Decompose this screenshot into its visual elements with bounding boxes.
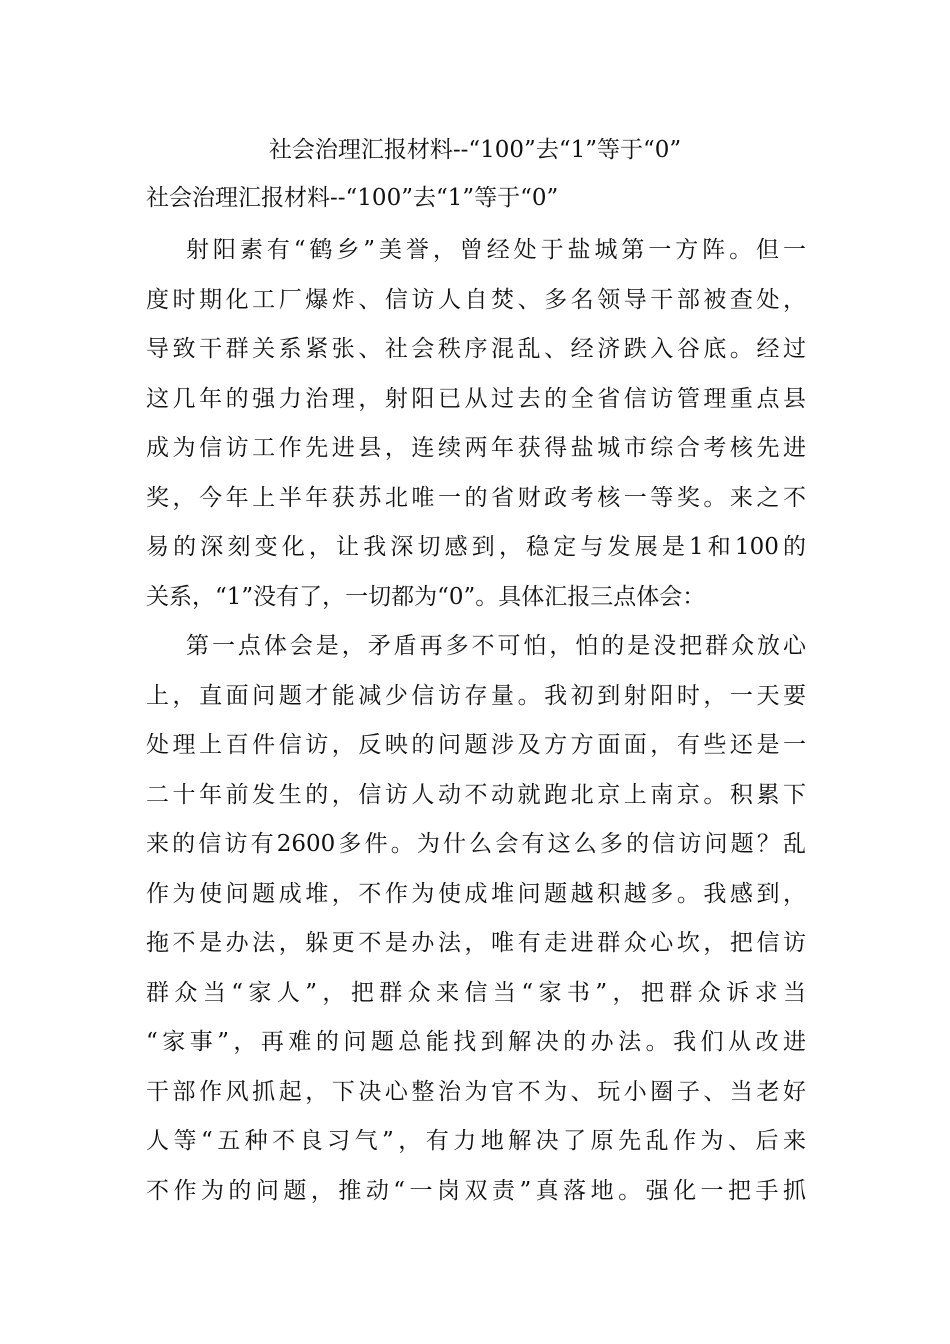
paragraph-line: 导致干群关系紧张、社会秩序混乱、经济跌入谷底。经过 bbox=[146, 336, 806, 362]
paragraph-line: 二十年前发生的，信访人动不动就跑北京上南京。积累下 bbox=[146, 781, 806, 808]
paragraph-line: 处理上百件信访，反映的问题涉及方方面面，有些还是一 bbox=[146, 732, 806, 758]
paragraph-line: 不作为的问题，推动“一岗双责”真落地。强化一把手抓 bbox=[146, 1177, 806, 1204]
paragraph-line: 第一点体会是，矛盾再多不可怕，怕的是没把群众放心 bbox=[186, 633, 806, 659]
paragraph-line: 成为信访工作先进县，连续两年获得盐城市综合考核先进 bbox=[146, 435, 806, 461]
paragraph-line: 关系，“1”没有了，一切都为“0”。具体汇报三点体会： bbox=[146, 583, 706, 610]
paragraph-line: 上，直面问题才能减少信访存量。我初到射阳时，一天要 bbox=[146, 682, 806, 709]
paragraph-line: 度时期化工厂爆炸、信访人自焚、多名领导干部被查处， bbox=[146, 286, 806, 313]
paragraph-line: 易的深刻变化，让我深切感到，稳定与发展是1和100的 bbox=[146, 534, 806, 560]
paragraph-line: 人等“五种不良习气”，有力地解决了原先乱作为、后来 bbox=[146, 1128, 806, 1154]
paragraph-line: 这几年的强力治理，射阳已从过去的全省信访管理重点县 bbox=[146, 385, 806, 412]
paragraph-line: 奖，今年上半年获苏北唯一的省财政考核一等奖。来之不 bbox=[146, 484, 806, 511]
paragraph-line: “家事”，再难的问题总能找到解决的办法。我们从改进 bbox=[146, 1029, 806, 1055]
paragraph-line: 干部作风抓起，下决心整治为官不为、玩小圈子、当老好 bbox=[146, 1078, 806, 1105]
paragraph-line: 群众当“家人”，把群众来信当“家书”，把群众诉求当 bbox=[146, 979, 806, 1006]
document-body bbox=[146, 232, 806, 1222]
paragraph-line: 来的信访有2600多件。为什么会有这么多的信访问题？乱 bbox=[146, 831, 806, 857]
document-subtitle: 社会治理汇报材料--“100”去“1”等于“0” bbox=[146, 185, 559, 211]
document-title: 社会治理汇报材料--“100”去“1”等于“0” bbox=[268, 137, 682, 163]
paragraph-line: 射阳素有“鹤乡”美誉，曾经处于盐城第一方阵。但一 bbox=[186, 237, 806, 263]
paragraph-line: 作为使问题成堆，不作为使成堆问题越积越多。我感到， bbox=[146, 880, 806, 907]
paragraph-line: 拖不是办法，躲更不是办法，唯有走进群众心坎，把信访 bbox=[146, 930, 806, 956]
